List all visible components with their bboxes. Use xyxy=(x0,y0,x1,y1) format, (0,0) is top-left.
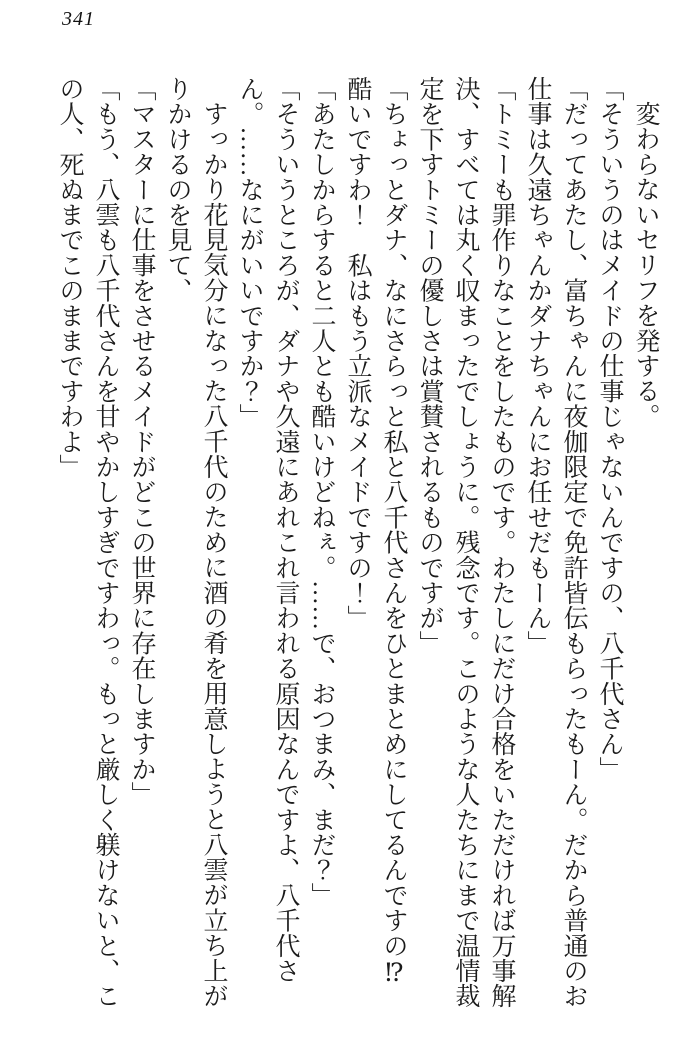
paragraph: 「そういうところが、ダナや久遠にあれこれ言われる原因なんですよ、八千代さん。……なにがいいですか？」 xyxy=(236,76,299,984)
paragraph: 「もう、八雲も八千代さんを甘やかしすぎですわっ。もっと厳しく躾けないと、この人、死ぬまでこのままですわよ」 xyxy=(56,76,119,1009)
paragraph: 「だってあたし、富ちゃんに夜伽限定で免許皆伝もらったもーん。だから普通のお仕事は久遠ちゃんかダナちゃんにお任せだもーん」 xyxy=(524,76,587,1009)
body-text xyxy=(51,76,663,1032)
paragraph: 「トミーも罪作りなことをしたものです。わたしにだけ合格をいただければ万事解決、すべては丸く収まったでしょうに。残念です。このような人たちにまで温情裁定を下すトミーの優しさは賞賛されるものですが」 xyxy=(416,76,515,1009)
page-number: 341 xyxy=(62,8,95,30)
paragraph: 変わらないセリフを発する。 xyxy=(632,101,659,429)
paragraph: 「あたしからすると二人とも酷いけどねぇ。……で、おつまみ、まだ？」 xyxy=(308,76,335,908)
paragraph: すっかり花見気分になった八千代のために酒の肴を用意しようと八雲が立ち上がりかけるのを見て、 xyxy=(164,76,227,1009)
paragraph: 「そういうのはメイドの仕事じゃないんですの、八千代さん」 xyxy=(596,76,623,782)
paragraph: 「ちょっとダナ、なにさらっと私と八千代さんをひとまとめにしてるんですの⁉ 酷いですわ！ 私はもう立派なメイドですの！」 xyxy=(344,76,407,1013)
paragraph: 「マスターに仕事をさせるメイドがどこの世界に存在しますか」 xyxy=(128,76,155,807)
